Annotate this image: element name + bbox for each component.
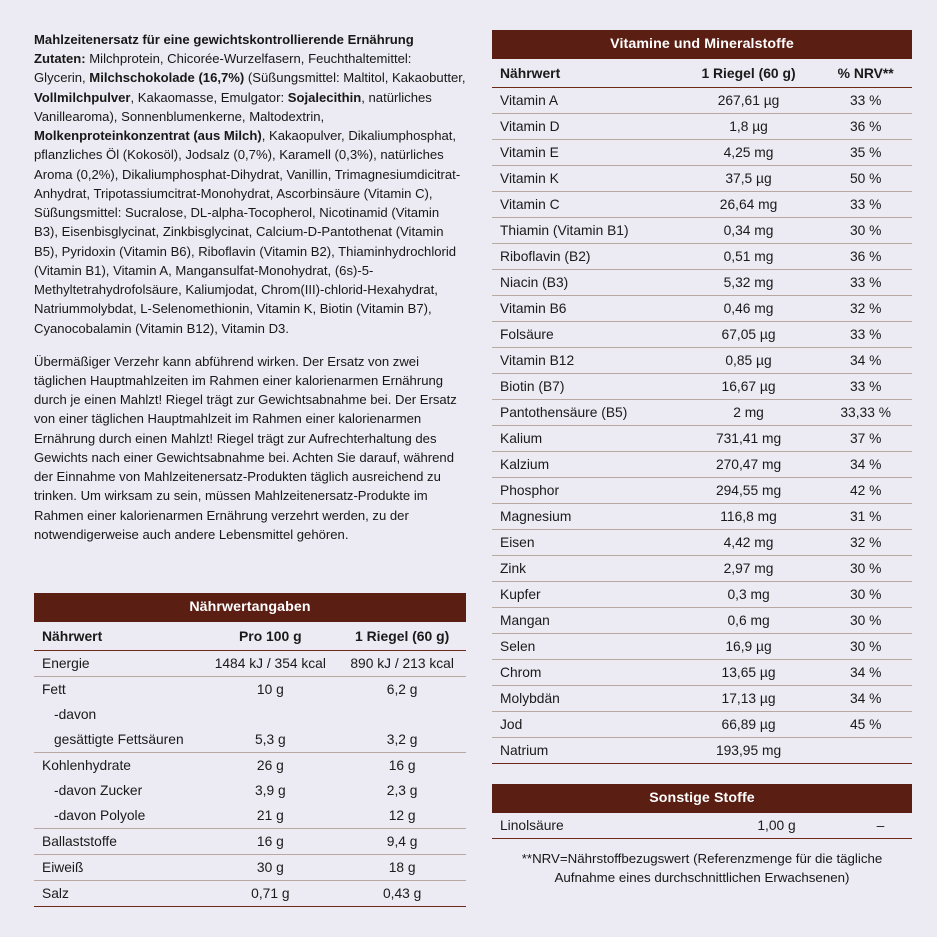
- table-row: [492, 813, 912, 839]
- vitamin-row-amount: 267,61 µg: [678, 88, 820, 114]
- ingredients-text-3: , Kakaomasse, Emulgator:: [130, 89, 288, 105]
- vitamin-row-nrv: 31 %: [819, 504, 912, 530]
- vitamin-row-label: Vitamin C: [492, 192, 678, 218]
- nutrition-table-body: [34, 651, 466, 907]
- vitamin-row-nrv: 33 %: [819, 192, 912, 218]
- table-row: [492, 218, 912, 244]
- ingredients-bold-1: Milchschokolade (16,7%): [89, 70, 245, 86]
- nutrition-row-bar: 890 kJ / 213 kcal: [338, 651, 466, 677]
- left-column: [34, 30, 466, 907]
- other-row-amount: 1,00 g: [704, 813, 849, 839]
- vitamin-row-label: Zink: [492, 556, 678, 582]
- ingredients-paragraph: [34, 30, 466, 338]
- ingredients-label: Zutaten:: [34, 51, 86, 67]
- vitamin-row-label: Vitamin A: [492, 88, 678, 114]
- table-row: [492, 504, 912, 530]
- vitamin-row-nrv: 33 %: [819, 270, 912, 296]
- vitamin-row-amount: 16,9 µg: [678, 634, 820, 660]
- vitamin-row-nrv: 32 %: [819, 296, 912, 322]
- table-row: [34, 677, 466, 703]
- vitamin-row-amount: 67,05 µg: [678, 322, 820, 348]
- table-row: [34, 702, 466, 727]
- table-row: [492, 192, 912, 218]
- vitamin-row-label: Folsäure: [492, 322, 678, 348]
- vitamin-row-amount: 0,51 mg: [678, 244, 820, 270]
- vitamin-row-amount: 0,6 mg: [678, 608, 820, 634]
- nutrition-row-bar: 6,2 g: [386, 682, 418, 697]
- vitamin-row-amount: 731,41 mg: [678, 426, 820, 452]
- nutrition-table-title: Nährwertangaben: [34, 593, 466, 622]
- vitamin-row-label: Molybdän: [492, 686, 678, 712]
- nutrition-col-per100: Pro 100 g: [202, 622, 338, 651]
- vitamin-table-header-bar: [492, 30, 912, 59]
- table-row: [492, 296, 912, 322]
- vitamin-row-nrv: 35 %: [819, 140, 912, 166]
- table-row: [492, 244, 912, 270]
- vitamin-col-label: Nährwert: [492, 59, 678, 88]
- vitamin-row-label: Chrom: [492, 660, 678, 686]
- vitamin-row-nrv: 33 %: [819, 374, 912, 400]
- table-row: [492, 608, 912, 634]
- vitamin-row-nrv: 37 %: [819, 426, 912, 452]
- nutrition-row-bar: 9,4 g: [338, 829, 466, 855]
- nutrition-row-per100: 3,9 g: [254, 783, 286, 798]
- nutrition-table: [34, 593, 466, 907]
- nrv-footnote: **NRV=Nährstoffbezugswert (Referenzmenge für die tägliche Aufnahme eines durchschnittlichen Erwachsenen): [521, 851, 883, 886]
- table-row: [34, 753, 466, 779]
- vitamin-row-label: Kupfer: [492, 582, 678, 608]
- table-row: [492, 634, 912, 660]
- vitamin-row-nrv: 36 %: [819, 114, 912, 140]
- vitamin-table-title: Vitamine und Mineralstoffe: [492, 30, 912, 59]
- vitamin-row-label: Magnesium: [492, 504, 678, 530]
- nutrition-row-label: Ballaststoffe: [34, 829, 202, 855]
- vitamin-table: [492, 30, 912, 764]
- other-row-label: Linolsäure: [492, 813, 704, 839]
- nutrition-row-label: gesättigte Fettsäuren: [34, 727, 202, 753]
- table-row: [492, 270, 912, 296]
- nutrition-row-per100: [202, 702, 338, 727]
- vitamin-row-label: Eisen: [492, 530, 678, 556]
- ingredients-text-2: (Süßungsmittel: Maltitol, Kakaobutter,: [244, 70, 466, 86]
- nutrition-row-label: -davon Polyole: [34, 803, 202, 829]
- nutrition-row-label: Eiweiß: [34, 855, 202, 881]
- ingredients-text-5: , Kakaopulver, Dikaliumphosphat, pflanzliches Öl (Kokosöl), Jodsalz (0,7%), Karamell (0,3%), natürliches Aroma (0,2%), Dikaliumphosphat-Dihydrat, Vanillin, Trimagnesiumdicitrat-Anhydrat, Tripotassiumcitrat-Monohydrat, Ascorbinsäure (Vitamin C), Süßungsmittel: Sucralose, DL-alpha-Tocopherol, Nicotinamid (Vitamin B3), Eisenbisglycinat, Zinkbisglycinat, Calcium-D-Pantothenat (Vitamin B5), Pyridoxin (Vitamin B6), Riboflavin (Vitamin B2), Thiaminhydrochlorid (Vitamin B1), Vitamin A, Mangansulfat-Monohydrat, (6s)-5-Methyltetrahydrofolsäure, Kaliumjodat, Chrom(III)-chlorid-Hexahydrat, Natriummolybdat, L-Selenomethionin, Vitamin K, Biotin (Vitamin B7), Cyanocobalamin (Vitamin B12), Vitamin D3.: [34, 128, 461, 336]
- vitamin-row-amount: 270,47 mg: [678, 452, 820, 478]
- nutrition-row-per100: 21 g: [202, 803, 338, 829]
- advice-text: Übermäßiger Verzehr kann abführend wirken. Der Ersatz von zwei täglichen Hauptmahlzeiten im Rahmen einer kalorienarmen Ernährung durch je einen Mahlzt! Riegel trägt zur Gewichtsabnahme bei. Der Ersatz von einer täglichen Hauptmahlzeit im Rahmen einer kalorienarmen Ernährung durch einen Mahlzt! Riegel trägt zur Aufrechterhaltung des Gewichts nach einer Gewichtsabnahme bei. Achten Sie darauf, während der Einnahme von Mahlzeitenersatz-Produkten täglich ausreichend zu trinken. Um wirksam zu sein, müssen Mahlzeitenersatz-Produkte im Rahmen einer kalorienarmen Ernährung verzehrt werden, zu der notwendigerweise auch andere Lebensmittel gehören.: [34, 353, 457, 542]
- table-row: [492, 452, 912, 478]
- table-row: [492, 478, 912, 504]
- vitamin-row-label: Vitamin E: [492, 140, 678, 166]
- vitamin-row-amount: 4,25 mg: [678, 140, 820, 166]
- nutrition-row-label: Salz: [34, 881, 202, 907]
- table-row: [492, 88, 912, 114]
- vitamin-row-amount: 116,8 mg: [678, 504, 820, 530]
- nutrition-row-bar: 18 g: [338, 855, 466, 881]
- vitamin-row-label: Natrium: [492, 738, 678, 764]
- vitamin-row-amount: 37,5 µg: [678, 166, 820, 192]
- table-row: [34, 855, 466, 881]
- nutrition-row-bar: 16 g: [388, 758, 416, 773]
- left-spacer: [34, 558, 466, 593]
- vitamin-row-nrv: 33,33 %: [819, 400, 912, 426]
- vitamin-row-nrv: [819, 738, 912, 764]
- vitamin-table-subheader: [492, 59, 912, 88]
- vitamin-row-label: Kalzium: [492, 452, 678, 478]
- vitamin-row-amount: 17,13 µg: [678, 686, 820, 712]
- table-row: [492, 374, 912, 400]
- vitamin-row-amount: 4,42 mg: [678, 530, 820, 556]
- nutrition-row-per100: 30 g: [202, 855, 338, 881]
- vitamin-row-amount: 0,46 mg: [678, 296, 820, 322]
- vitamin-row-amount: 0,85 µg: [678, 348, 820, 374]
- nutrition-row-bar: [338, 702, 466, 727]
- vitamin-row-label: Selen: [492, 634, 678, 660]
- nutrition-row-per100: 5,3 g: [202, 727, 338, 753]
- right-column: [492, 30, 912, 907]
- vitamin-row-nrv: 30 %: [819, 556, 912, 582]
- vitamin-row-amount: 26,64 mg: [678, 192, 820, 218]
- nutrition-row-bar: 0,43 g: [338, 881, 466, 907]
- table-row: [492, 556, 912, 582]
- vitamin-row-nrv: 34 %: [819, 660, 912, 686]
- vitamin-row-amount: 294,55 mg: [678, 478, 820, 504]
- vitamin-row-amount: 2 mg: [678, 400, 820, 426]
- vitamin-col-nrv: % NRV**: [819, 59, 912, 88]
- other-table-body: [492, 813, 912, 839]
- nutrition-row-bar: 12 g: [338, 803, 466, 829]
- table-row: [34, 778, 466, 803]
- table-row: [492, 400, 912, 426]
- vitamin-row-nrv: 32 %: [819, 530, 912, 556]
- vitamin-row-nrv: 30 %: [819, 218, 912, 244]
- table-row: [492, 166, 912, 192]
- nutrition-row-label: -davon Zucker: [54, 783, 143, 798]
- vitamin-row-label: Pantothensäure (B5): [492, 400, 678, 426]
- nutrition-table-header-bar: [34, 593, 466, 622]
- vitamin-row-amount: 66,89 µg: [678, 712, 820, 738]
- vitamin-row-label: Phosphor: [492, 478, 678, 504]
- ingredients-block: [34, 30, 466, 558]
- table-row: [34, 803, 466, 829]
- vitamin-row-label: Riboflavin (B2): [492, 244, 678, 270]
- nutrition-col-label: Nährwert: [34, 622, 202, 651]
- vitamin-row-nrv: 30 %: [819, 608, 912, 634]
- vitamin-row-label: Vitamin B12: [492, 348, 678, 374]
- ingredients-text-4: , natürliches Vanillearoma), Sonnenblumenkerne, Maltodextrin,: [34, 89, 432, 124]
- ingredients-bold-4: Molkenproteinkonzentrat (aus Milch): [34, 128, 262, 144]
- vitamin-row-nrv: 30 %: [819, 582, 912, 608]
- table-row: [492, 114, 912, 140]
- nutrition-row-per100: 0,71 g: [202, 881, 338, 907]
- table-row: [492, 348, 912, 374]
- table-row: [34, 829, 466, 855]
- vitamin-row-label: Mangan: [492, 608, 678, 634]
- table-row: [34, 727, 466, 753]
- other-table-header-bar: [492, 784, 912, 813]
- vitamin-row-amount: 5,32 mg: [678, 270, 820, 296]
- vitamin-row-label: Jod: [492, 712, 678, 738]
- vitamin-row-label: Kalium: [492, 426, 678, 452]
- vitamin-row-label: Vitamin B6: [492, 296, 678, 322]
- vitamin-row-amount: 1,8 µg: [678, 114, 820, 140]
- other-table-title: Sonstige Stoffe: [492, 784, 912, 813]
- nutrition-col-bar: 1 Riegel (60 g): [338, 622, 466, 651]
- nutrition-row-per100: 10 g: [256, 682, 284, 697]
- nutrition-row-per100: 26 g: [256, 758, 284, 773]
- table-row: [492, 686, 912, 712]
- vitamin-row-label: Vitamin D: [492, 114, 678, 140]
- vitamin-row-nrv: 34 %: [819, 348, 912, 374]
- table-row: [34, 651, 466, 677]
- vitamin-row-nrv: 33 %: [819, 322, 912, 348]
- nutrition-row-label: -davon: [54, 707, 97, 722]
- vitamin-row-label: Niacin (B3): [492, 270, 678, 296]
- vitamin-row-amount: 0,34 mg: [678, 218, 820, 244]
- vitamin-row-label: Thiamin (Vitamin B1): [492, 218, 678, 244]
- vitamin-table-body: [492, 88, 912, 764]
- table-row: [492, 140, 912, 166]
- ingredients-text-1: Milchprotein, Chicorée-Wurzelfasern, Feuchthaltemittel: Glycerin,: [34, 51, 412, 86]
- vitamin-row-label: Vitamin K: [492, 166, 678, 192]
- ingredients-title: Mahlzeitenersatz für eine gewichtskontrollierende Ernährung: [34, 32, 414, 47]
- table-row: [492, 530, 912, 556]
- nutrition-row-per100: 1484 kJ / 354 kcal: [202, 651, 338, 677]
- nutrition-row-per100: 16 g: [202, 829, 338, 855]
- nutrition-row-label: Fett: [42, 682, 66, 697]
- vitamin-row-nrv: 30 %: [819, 634, 912, 660]
- vitamin-row-nrv: 33 %: [819, 88, 912, 114]
- table-row: [492, 582, 912, 608]
- vitamin-row-nrv: 45 %: [819, 712, 912, 738]
- vitamin-row-label: Biotin (B7): [492, 374, 678, 400]
- vitamin-row-nrv: 36 %: [819, 244, 912, 270]
- vitamin-col-amount: 1 Riegel (60 g): [678, 59, 820, 88]
- vitamin-row-amount: 16,67 µg: [678, 374, 820, 400]
- table-row: [492, 660, 912, 686]
- vitamin-row-nrv: 34 %: [819, 686, 912, 712]
- other-row-nrv: –: [849, 813, 912, 839]
- table-row: [492, 712, 912, 738]
- nutrition-row-label: Kohlenhydrate: [42, 758, 131, 773]
- table-row: [492, 738, 912, 764]
- vitamin-row-nrv: 34 %: [819, 452, 912, 478]
- table-row: [492, 322, 912, 348]
- other-substances-table: [492, 784, 912, 839]
- nutrition-row-bar: 2,3 g: [386, 783, 418, 798]
- table-row: [34, 881, 466, 907]
- vitamin-row-nrv: 42 %: [819, 478, 912, 504]
- ingredients-bold-2: Vollmilchpulver: [34, 89, 131, 105]
- table-row: [492, 426, 912, 452]
- nutrition-row-label: Energie: [34, 651, 202, 677]
- vitamin-row-nrv: 50 %: [819, 166, 912, 192]
- nutrition-row-bar: 3,2 g: [338, 727, 466, 753]
- vitamin-row-amount: 2,97 mg: [678, 556, 820, 582]
- nutrition-table-subheader: [34, 622, 466, 651]
- vitamin-row-amount: 193,95 mg: [678, 738, 820, 764]
- ingredients-bold-3: Sojalecithin: [287, 89, 362, 105]
- vitamin-row-amount: 0,3 mg: [678, 582, 820, 608]
- vitamin-row-amount: 13,65 µg: [678, 660, 820, 686]
